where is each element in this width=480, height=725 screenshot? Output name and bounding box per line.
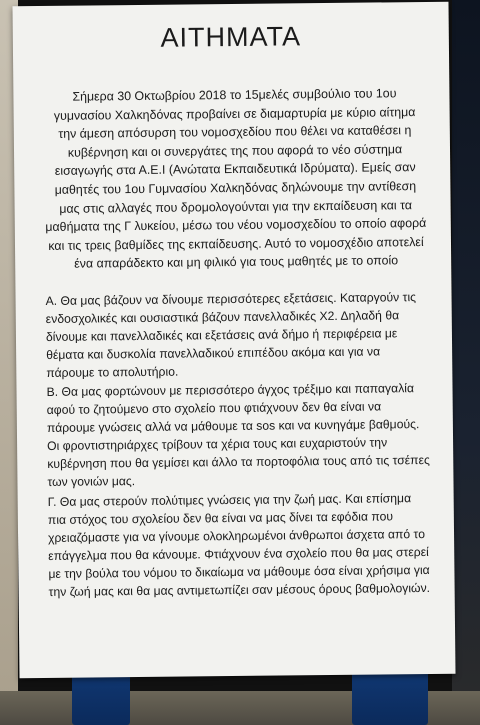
background-dark-right: [452, 0, 480, 725]
poster-intro-paragraph: Σήμερα 30 Οκτωβρίου 2018 το 15μελές συμβούλιο του 1ου γυμνασίου Χαλκηδόνας προβαίνει σε διαμαρτυρία με κύριο αίτημα την άμεση απόσυρση του νομοσχεδίου που θέλει να καταθέσει η κυβέρνηση και οι συνεργάτες της που αφορά το νέο σύστημα εισαγωγής στα Α.Ε.Ι (Ανώτατα Εκπαιδευτικά Ιδρύματα). Εμείς σαν μαθητές του 1ου Γυμνασίου Χαλκηδόνας δηλώνουμε την αντίθεση μας στις αλλαγές που δρομολογούνται για την εκπαίδευση και τα μαθήματα της Γ λυκείου, μέσω του νέου νομοσχεδίου το οποίο αφορά και τις τρεις βαθμίδες της εκπαίδευσης. Αυτό το νομοσχέδιο αποτελεί ένα απαράδεκτο και μη φιλικό για τους μαθητές με το οποίο: [45, 86, 427, 272]
poster-section-c: Γ. Θα μας στερούν πολύτιμες γνώσεις για την ζωή μας. Και επίσημα πια στόχος του σχολείου δεν θα είναι να μας δίνει τα εφόδια που χρειαζόμαστε για να γίνουμε ολοκληρωμένοι άνθρωποι άσχετα από το επάγγελμα που θα κάνουμε. Φτιάχνουν ένα σχολείο που θα μας στερεί με την βούλα του νόμου το δικαίωμα να μάθουμε όσα είναι χρήσιμα για την ζωή μας και θα μας αντιμετωπίζει σαν μέσους όρους βαθμολογιών.: [47, 491, 431, 599]
poster-title: ΑΙΤΗΜΑΤΑ: [160, 21, 302, 53]
protest-poster: [12, 2, 455, 679]
poster-section-b: Β. Θα μας φορτώνουν με περισσότερο άγχος τρέξιμο και παπαγαλία αφού το ζητούμενο στο σχολείο που φτιάχνουν δεν θα είναι να πάρουμε γνώσεις αλλά να μάθουμε τα sos και να κυνηγάμε βαθμούς. Οι φροντιστηριάρχες τρίβουν τα χέρια τους και ευχαριστούν την κυβέρνηση που θα γεμίσει και άλλο τα πορτοφόλια τους από τις τσέπες των γονιών μας.: [46, 381, 430, 489]
poster-section-a: Α. Θα μας βάζουν να δίνουμε περισσότερες εξετάσεις. Καταργούν τις ενδοσχολικές και ουσιαστικά βάζουν πανελλαδικές Χ2. Δηλαδή θα δίνουμε και πανελλαδικές και εξετάσεις ανά δήμο ή περιφέρεια με θέματα και δυσκολία πανελλαδικού επιπέδου ακόμα και για να πάρουμε το απολυτήριο.: [45, 290, 417, 380]
